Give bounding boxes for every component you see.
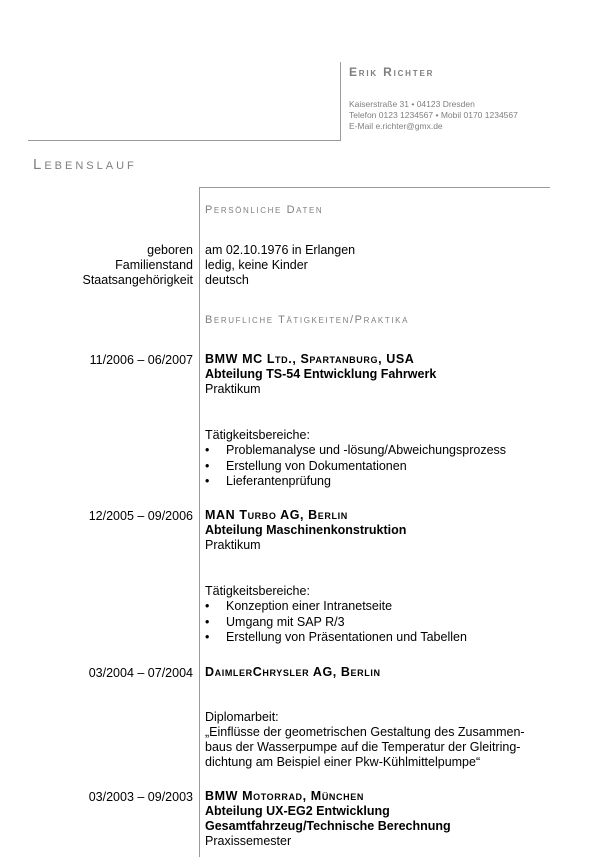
entry-2-period: 12/2005 – 09/2006 (88, 509, 193, 523)
entry-3-thesis-line-2: baus der Wasserpumpe auf die Temperatur der Gleitring- (205, 740, 521, 754)
entry-1-company: BMW MC Ltd., Spartanburg, USA (205, 352, 415, 366)
label-marital-status: Familienstand (115, 258, 193, 272)
value-born: am 02.10.1976 in Erlangen (205, 243, 356, 257)
document-title: Lebenslauf (33, 156, 137, 173)
entry-3-company: DaimlerChrysler AG, Berlin (205, 665, 381, 679)
section-heading-experience: Berufliche Tätigkeiten/Praktika (205, 314, 410, 326)
header-divider-horizontal (28, 140, 340, 141)
entry-1-task-list (205, 443, 506, 490)
list-item: • Konzeption einer Intranetseite (205, 599, 393, 613)
entry-2-company: MAN Turbo AG, Berlin (205, 508, 348, 522)
list-item: • Umgang mit SAP R/3 (205, 614, 345, 629)
entry-1-tasks-heading: Tätigkeitsbereiche: (205, 428, 310, 442)
entry-1-department: Abteilung TS-54 Entwicklung Fahrwerk (205, 367, 437, 381)
contact-email: E-Mail e.richter@gmx.de (349, 121, 443, 131)
entry-3-thesis-line-1: „Einflüsse der geometrischen Gestaltung des Zusammen- (205, 725, 525, 739)
entry-4-department-line-1: Abteilung UX-EG2 Entwicklung (205, 804, 390, 818)
contact-block (349, 99, 518, 132)
header-divider-vertical (340, 62, 341, 141)
entry-2-department: Abteilung Maschinenkonstruktion (205, 523, 407, 537)
entry-2-tasks-heading: Tätigkeitsbereiche: (205, 584, 310, 598)
entry-1 (205, 352, 506, 490)
body-divider-vertical (199, 187, 200, 857)
entry-4 (205, 789, 451, 849)
entry-3 (205, 665, 525, 770)
entry-4-role: Praxissemester (205, 834, 292, 848)
list-item: • Lieferantenprüfung (205, 474, 331, 488)
entry-4-period: 03/2003 – 09/2003 (88, 790, 193, 804)
entry-1-period: 11/2006 – 06/2007 (89, 353, 193, 367)
list-item: • Erstellung von Dokumentationen (205, 458, 407, 473)
entry-3-thesis-line-3: dichtung am Beispiel einer Pkw-Kühlmittelpumpe“ (205, 755, 481, 769)
entry-4-department-line-2: Gesamtfahrzeug/Technische Berechnung (205, 819, 451, 833)
bullet-icon: • (205, 599, 210, 613)
entry-3-thesis-heading: Diplomarbeit: (205, 710, 279, 724)
contact-address: Kaiserstraße 31 • 04123 Dresden (349, 99, 475, 109)
entry-2-role: Praktikum (205, 538, 261, 552)
list-item: • Problemanalyse und -lösung/Abweichungsprozess (205, 443, 507, 457)
body-divider-horizontal (199, 187, 550, 188)
entry-4-company: BMW Motorrad, München (205, 789, 364, 803)
personal-values (205, 243, 355, 288)
entry-2-task-list (205, 599, 467, 646)
applicant-name: Erik Richter (349, 65, 435, 79)
value-nationality: deutsch (205, 273, 249, 287)
contact-phone: Telefon 0123 1234567 • Mobil 0170 1234567 (349, 110, 518, 120)
bullet-icon: • (205, 443, 210, 457)
label-born: geboren (147, 243, 193, 257)
list-item: • Erstellung von Präsentationen und Tabellen (205, 630, 467, 644)
section-heading-personal: Persönliche Daten (205, 204, 324, 216)
label-nationality: Staatsangehörigkeit (82, 273, 193, 287)
bullet-icon: • (205, 458, 210, 473)
entry-3-period: 03/2004 – 07/2004 (88, 666, 193, 680)
personal-labels (83, 243, 194, 288)
entry-2 (205, 508, 467, 646)
entry-1-role: Praktikum (205, 382, 261, 396)
bullet-icon: • (205, 630, 210, 644)
value-marital-status: ledig, keine Kinder (205, 258, 308, 272)
bullet-icon: • (205, 614, 210, 629)
bullet-icon: • (205, 474, 210, 488)
